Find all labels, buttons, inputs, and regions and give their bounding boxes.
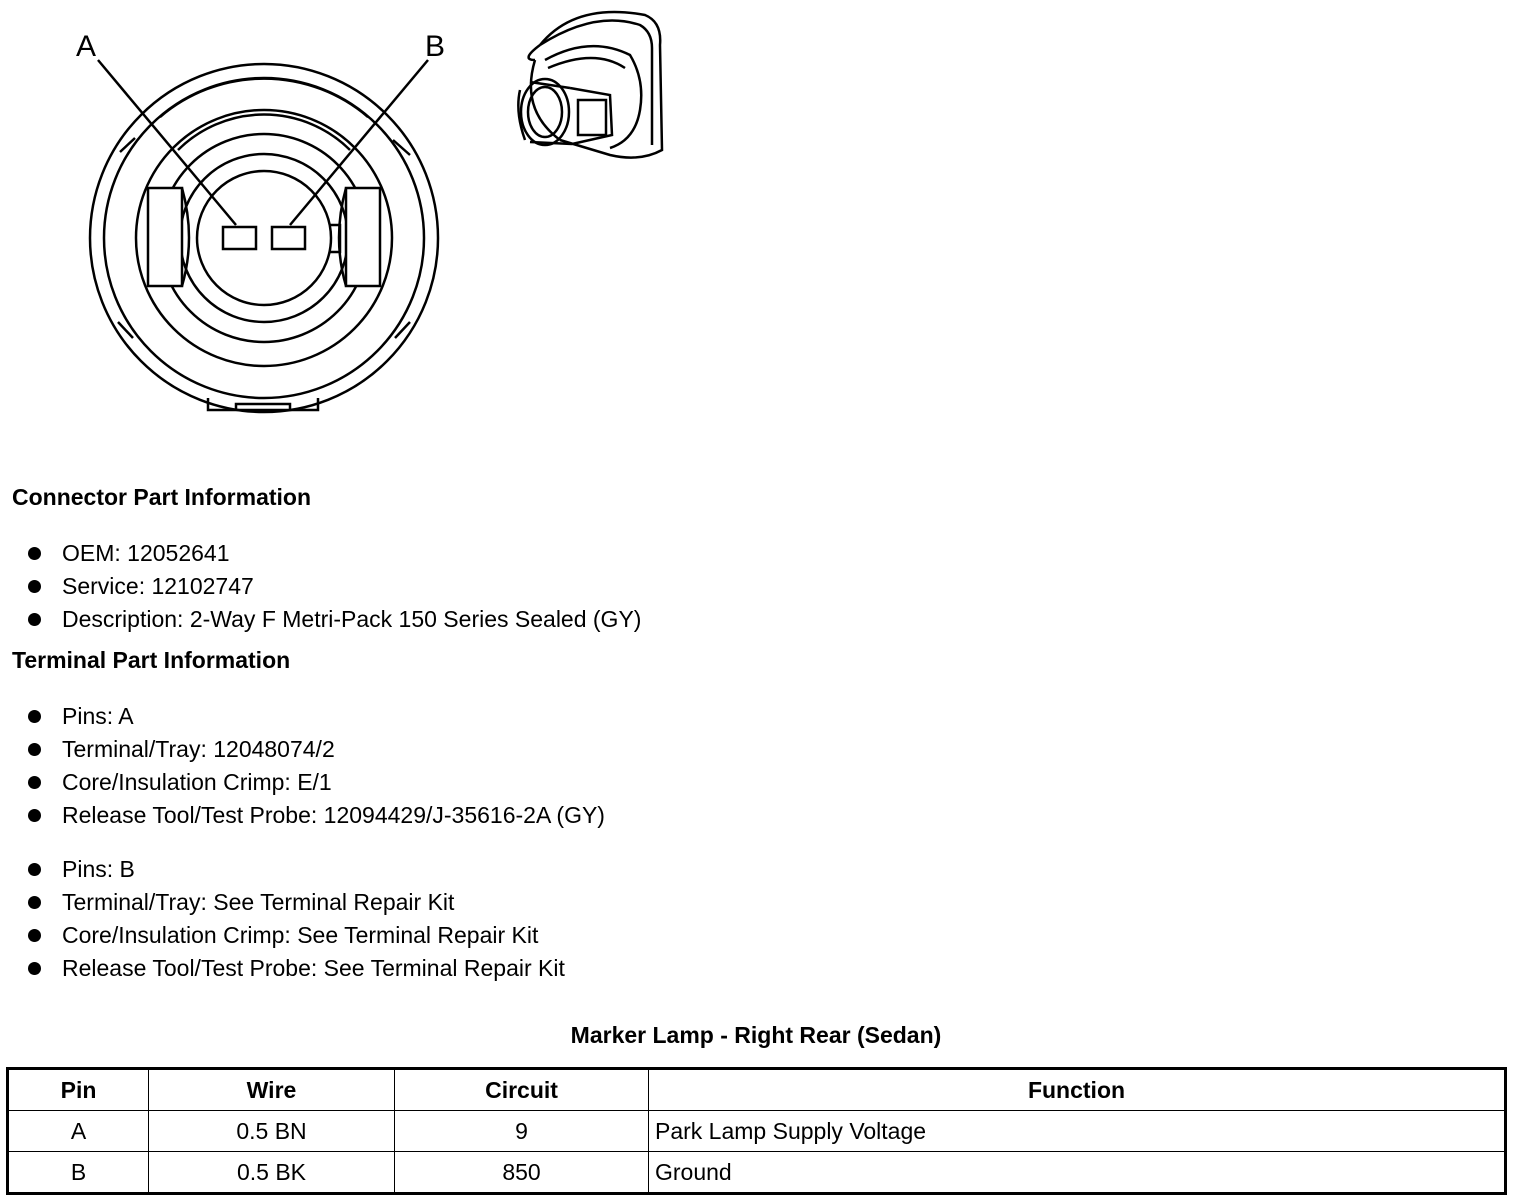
cell-pin: B: [8, 1152, 149, 1194]
list-item: Pins: B: [28, 853, 565, 886]
connector-outer-ring: [90, 64, 438, 412]
cell-wire: 0.5 BK: [149, 1152, 395, 1194]
connector-info-list: [28, 537, 641, 636]
terminal-cavity-a: [223, 227, 256, 249]
header-circuit: Circuit: [395, 1069, 649, 1111]
cell-circuit: 850: [395, 1152, 649, 1194]
terminal-info-list-b: [28, 853, 565, 985]
cell-circuit: 9: [395, 1111, 649, 1152]
list-item: Terminal/Tray: See Terminal Repair Kit: [28, 886, 565, 919]
table-header-row: [8, 1069, 1506, 1111]
list-item: Pins: A: [28, 700, 605, 733]
cell-pin: A: [8, 1111, 149, 1152]
terminal-info-title: Terminal Part Information: [12, 647, 291, 673]
header-pin: Pin: [8, 1069, 149, 1111]
pin-label-b: B: [425, 30, 446, 63]
connector-info-title: Connector Part Information: [12, 484, 312, 510]
list-item: Release Tool/Test Probe: 12094429/J-35616-2A (GY): [28, 799, 605, 832]
table-row: [8, 1111, 1506, 1152]
cell-wire: 0.5 BN: [149, 1111, 395, 1152]
list-item: Terminal/Tray: 12048074/2: [28, 733, 605, 766]
cell-function: Park Lamp Supply Voltage: [649, 1111, 1506, 1152]
list-item: Release Tool/Test Probe: See Terminal Repair Kit: [28, 952, 565, 985]
list-item: Service: 12102747: [28, 570, 641, 603]
terminal-info-list-a: [28, 700, 605, 832]
list-item: Core/Insulation Crimp: E/1: [28, 766, 605, 799]
right-retainer: [346, 188, 380, 286]
connector-illustration: [0, 0, 700, 440]
left-retainer: [148, 188, 182, 286]
connector-isometric-view: [518, 12, 662, 158]
header-wire: Wire: [149, 1069, 395, 1111]
pinout-table-title: Marker Lamp - Right Rear (Sedan): [570, 1022, 942, 1048]
terminal-cavity-b: [272, 227, 305, 249]
header-function: Function: [649, 1069, 1506, 1111]
pin-label-a: A: [76, 30, 97, 63]
list-item: OEM: 12052641: [28, 537, 641, 570]
pinout-table: [6, 1067, 1507, 1195]
list-item: Core/Insulation Crimp: See Terminal Repair Kit: [28, 919, 565, 952]
cell-function: Ground: [649, 1152, 1506, 1194]
list-item: Description: 2-Way F Metri-Pack 150 Series Sealed (GY): [28, 603, 641, 636]
table-row: [8, 1152, 1506, 1194]
